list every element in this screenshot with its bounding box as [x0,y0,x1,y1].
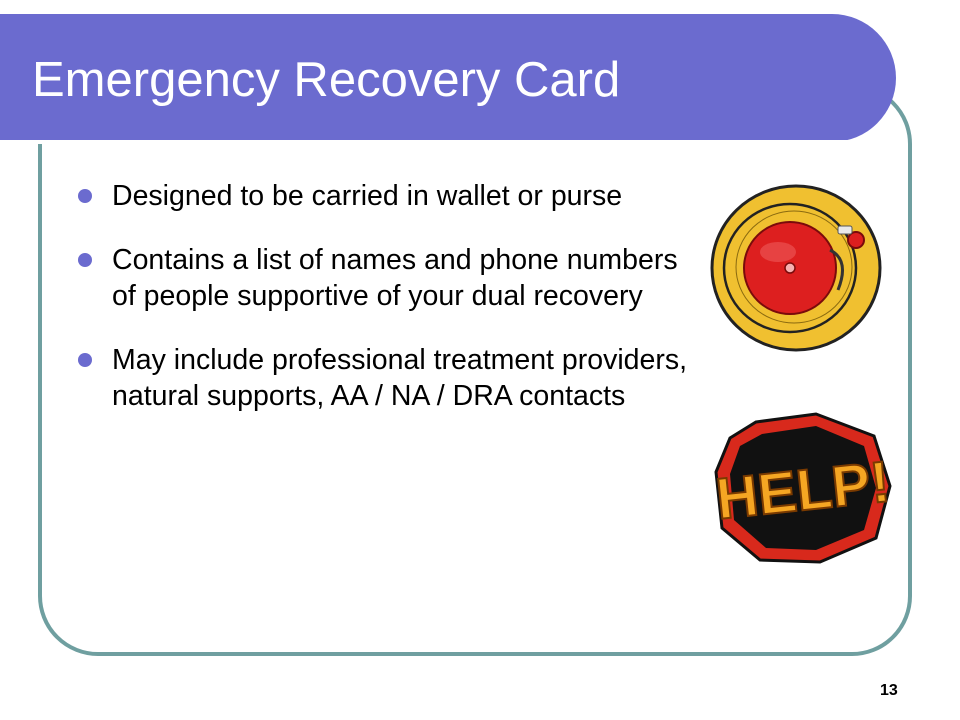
alarm-bell-icon [710,182,882,354]
help-text: HELP! [713,449,893,532]
title-bar [0,14,896,142]
bullet-item [78,178,698,214]
title-underline [0,140,848,144]
bullet-list [78,178,698,442]
bullet-dot-icon [78,353,92,367]
bullet-item [78,242,698,314]
bullet-item [78,342,698,414]
bullet-text: May include professional treatment providers, natural supports, AA / NA / DRA contacts [112,344,688,412]
bullet-dot-icon [78,189,92,203]
page-number: 13 [880,682,898,699]
slide-title: Emergency Recovery Card [32,53,621,107]
bullet-dot-icon [78,253,92,267]
bullet-text: Designed to be carried in wallet or purse [112,180,623,212]
bullet-text: Contains a list of names and phone numbers of people supportive of your dual recovery [112,244,678,312]
help-sign-icon [712,410,902,570]
